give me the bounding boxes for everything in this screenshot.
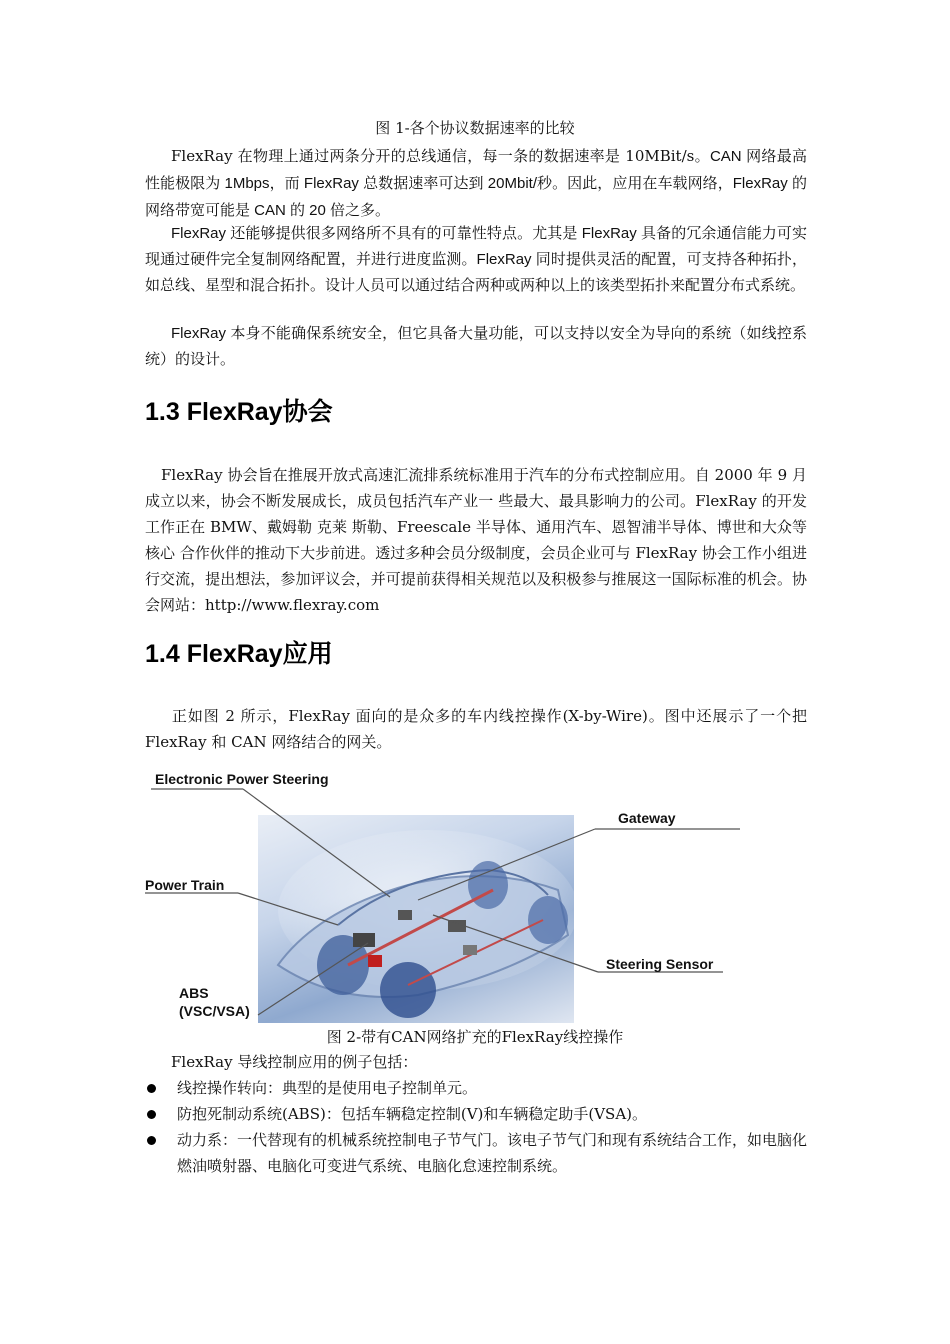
figure2-diagram [143, 765, 743, 1027]
intro-paragraph-1 [145, 143, 807, 224]
intro-p3-text: FlexRay 本身不能确保系统安全，但它具备大量功能，可以支持以安全为导向的系统（如线控系统）的设计。 [145, 325, 807, 368]
section-1-3-text: FlexRay 协会旨在推展开放式高速汇流排系统标准用于汽车的分布式控制应用。自 2000 年 9 月成立以来，协会不断发展成长，成员包括汽车产业一 些最大、最具影响力的公司。FlexRay 的开发工作正在 BMW、戴姆勒 克莱 斯勒、Freescale 半导体、通用汽车、恩智浦半导体、博世和大众等核心 合作伙伴的推动下大步前进。透过多种会员分级制度，会员企业可与 FlexRay 协会工作小组进行交流，提出想法，参加评议会，并可提前获得相关规范以及积极参与推展这一国际标准的机会。协会网站：http://www.flexray.com [145, 466, 807, 614]
intro-p1-b: CAN 网络最高性能极限为 1Mbps，而 FlexRay 总数据速率可达到 20Mbit/秒。因此，应用在车载网络，FlexRay 的网络带宽可能是 CAN 的 20 倍之多。 [145, 148, 807, 219]
intro-p1-a: FlexRay 在物理上通过两条分开的总线通信，每一条的数据速率是 10MBit/s。 [171, 147, 710, 165]
section-1-3-body [145, 462, 807, 618]
examples-list [145, 1075, 807, 1179]
label-gateway: Gateway [618, 810, 676, 826]
label-steering-sensor: Steering Sensor [606, 956, 714, 972]
bullet-icon [147, 1084, 156, 1093]
intro-p2-text: FlexRay 还能够提供很多网络所不具有的可靠性特点。尤其是 FlexRay 具备的冗余通信能力可实现通过硬件完全复制网络配置，并进行进度监测。FlexRay 同时提供灵活的配置，可支持各种拓扑，如总线、星型和混合拓扑。设计人员可以通过结合两种或两种以上的该类型拓扑来配置分布式系统。 [145, 225, 807, 294]
list-item-text: 动力系：一代替现有的机械系统控制电子节气门。该电子节气门和现有系统结合工作，如电脑化燃油喷射器、电脑化可变进气系统、电脑化怠速控制系统。 [177, 1131, 808, 1175]
list-item [145, 1075, 807, 1101]
label-electronic-power-steering: Electronic Power Steering [155, 771, 329, 787]
examples-intro [145, 1049, 807, 1075]
intro-paragraph-3 [145, 321, 807, 373]
figure1-caption: 图 1-各个协议数据速率的比较 [375, 119, 575, 137]
section-1-4-text: 正如图 2 所示，FlexRay 面向的是众多的车内线控操作(X-by-Wire)。图中还展示了一个把 FlexRay 和 CAN 网络结合的网关。 [145, 707, 807, 751]
bullet-icon [147, 1136, 156, 1145]
examples-intro-text: FlexRay 导线控制应用的例子包括： [171, 1053, 418, 1071]
list-item-text: 线控操作转向：典型的是使用电子控制单元。 [177, 1079, 478, 1097]
list-item [145, 1127, 807, 1179]
section-1-3-heading: 1.3 FlexRay协会 [145, 398, 333, 426]
list-item-text: 防抱死制动系统(ABS)：包括车辆稳定控制(V)和车辆稳定助手(VSA)。 [177, 1105, 648, 1123]
figure2-caption: 图 2-带有CAN网络扩充的FlexRay线控操作 [326, 1028, 624, 1046]
label-power-train: Power Train [145, 877, 225, 893]
list-item [145, 1101, 807, 1127]
label-abs: ABS (VSC/VSA) [179, 985, 250, 1019]
section-1-4-heading: 1.4 FlexRay应用 [145, 640, 333, 668]
bullet-icon [147, 1110, 156, 1119]
section-1-4-body [145, 703, 807, 755]
intro-paragraph-2 [145, 221, 807, 299]
